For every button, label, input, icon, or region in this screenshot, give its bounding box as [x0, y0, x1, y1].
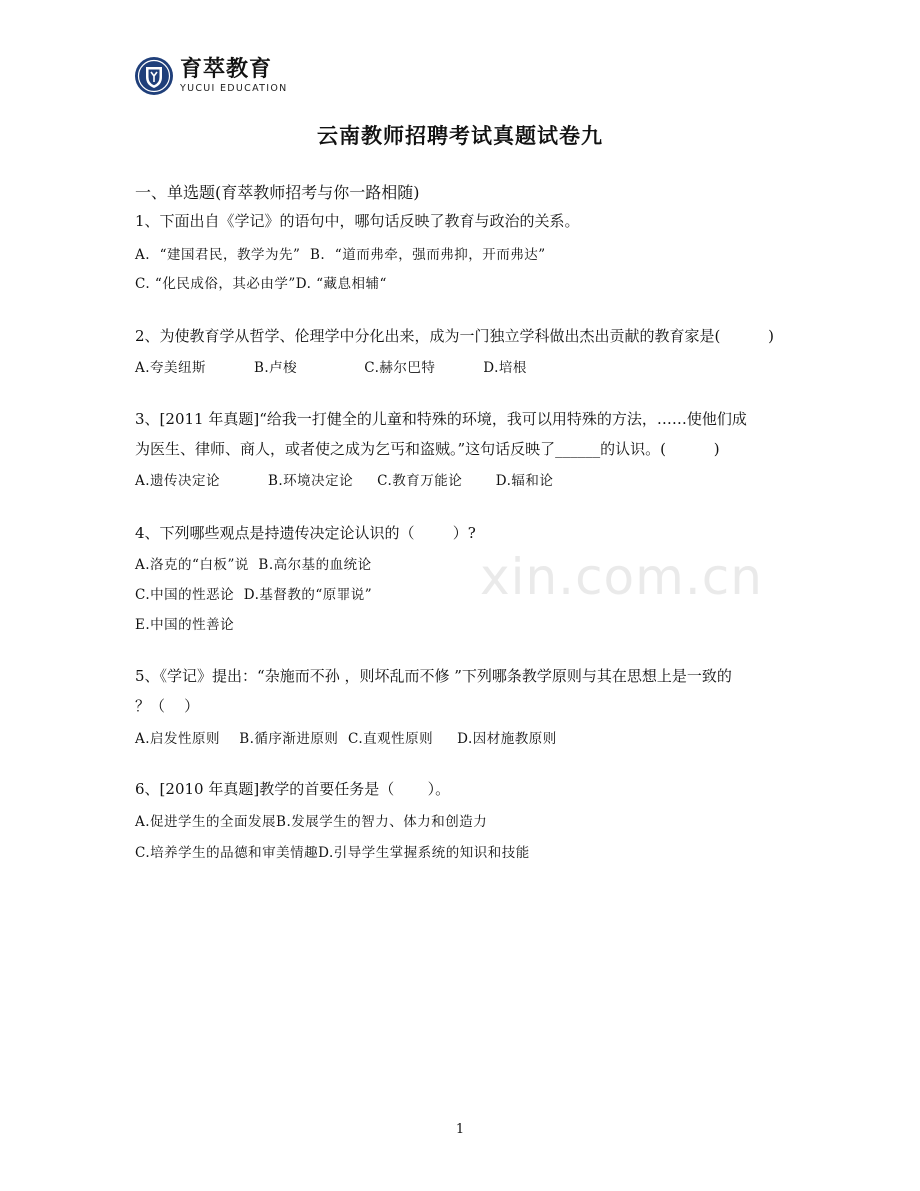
- document-title: 云南教师招聘考试真题试卷九: [317, 123, 603, 148]
- question-1-options-line-2: C. “化民成俗，其必由学”D. “藏息相辅“: [135, 276, 387, 292]
- question-1-stem: 1、下面出自《学记》的语句中，哪句话反映了教育与政治的关系。: [135, 212, 580, 230]
- question-6-options-line-2: C.培养学生的品德和审美情趣D.引导学生掌握系统的知识和技能: [135, 845, 530, 861]
- watermark: xin.com.cn: [480, 548, 763, 606]
- question-3-stem-line-2: 为医生、律师、商人，或者使之成为乞丐和盗贼。”这句话反映了______的认识。( ): [135, 440, 720, 458]
- question-1-options-line-1: A. “建国君民，教学为先” B. “道而弗牵，强而弗抑，开而弗达”: [135, 247, 546, 263]
- question-5-options: A.启发性原则 B.循序渐进原则 C.直观性原则 D.因材施教原则: [135, 731, 557, 747]
- question-5-stem-line-2: ？（ ）: [135, 697, 200, 715]
- shield-logo-icon: [134, 56, 174, 96]
- question-3-stem-line-1: 3、[2011 年真题]“给我一打健全的儿童和特殊的环境，我可以用特殊的方法，……使他们成: [135, 410, 747, 428]
- logo-name-en: YUCUI EDUCATION: [180, 83, 288, 94]
- page-number: 1: [455, 1122, 465, 1137]
- question-6-options-line-1: A.促进学生的全面发展B.发展学生的智力、体力和创造力: [135, 814, 488, 830]
- question-6-stem: 6、[2010 年真题]教学的首要任务是（ ）。: [135, 780, 451, 798]
- question-4-stem: 4、下列哪些观点是持遗传决定论认识的（ ）?: [135, 524, 476, 542]
- question-3-options: A.遗传决定论 B.环境决定论 C.教育万能论 D.辐和论: [135, 473, 554, 489]
- logo-name-cn: 育萃教育: [180, 57, 273, 82]
- logo: [134, 56, 288, 96]
- section-heading: 一、单选题(育萃教师招考与你一路相随): [135, 183, 420, 202]
- question-5-stem-line-1: 5、《学记》提出：“杂施而不孙 ，则坏乱而不修 ”下列哪条教学原则与其在思想上是一致的: [135, 667, 732, 685]
- question-2-options: A.夸美纽斯 B.卢梭 C.赫尔巴特 D.培根: [135, 360, 527, 376]
- question-2-stem: 2、为使教育学从哲学、伦理学中分化出来，成为一门独立学科做出杰出贡献的教育家是( ): [135, 327, 774, 345]
- question-4-options-line-3: E.中国的性善论: [135, 617, 235, 633]
- question-4-options-line-2: C.中国的性恶论 D.基督教的“原罪说”: [135, 587, 373, 603]
- question-4-options-line-1: A.洛克的“白板”说 B.高尔基的血统论: [135, 557, 372, 573]
